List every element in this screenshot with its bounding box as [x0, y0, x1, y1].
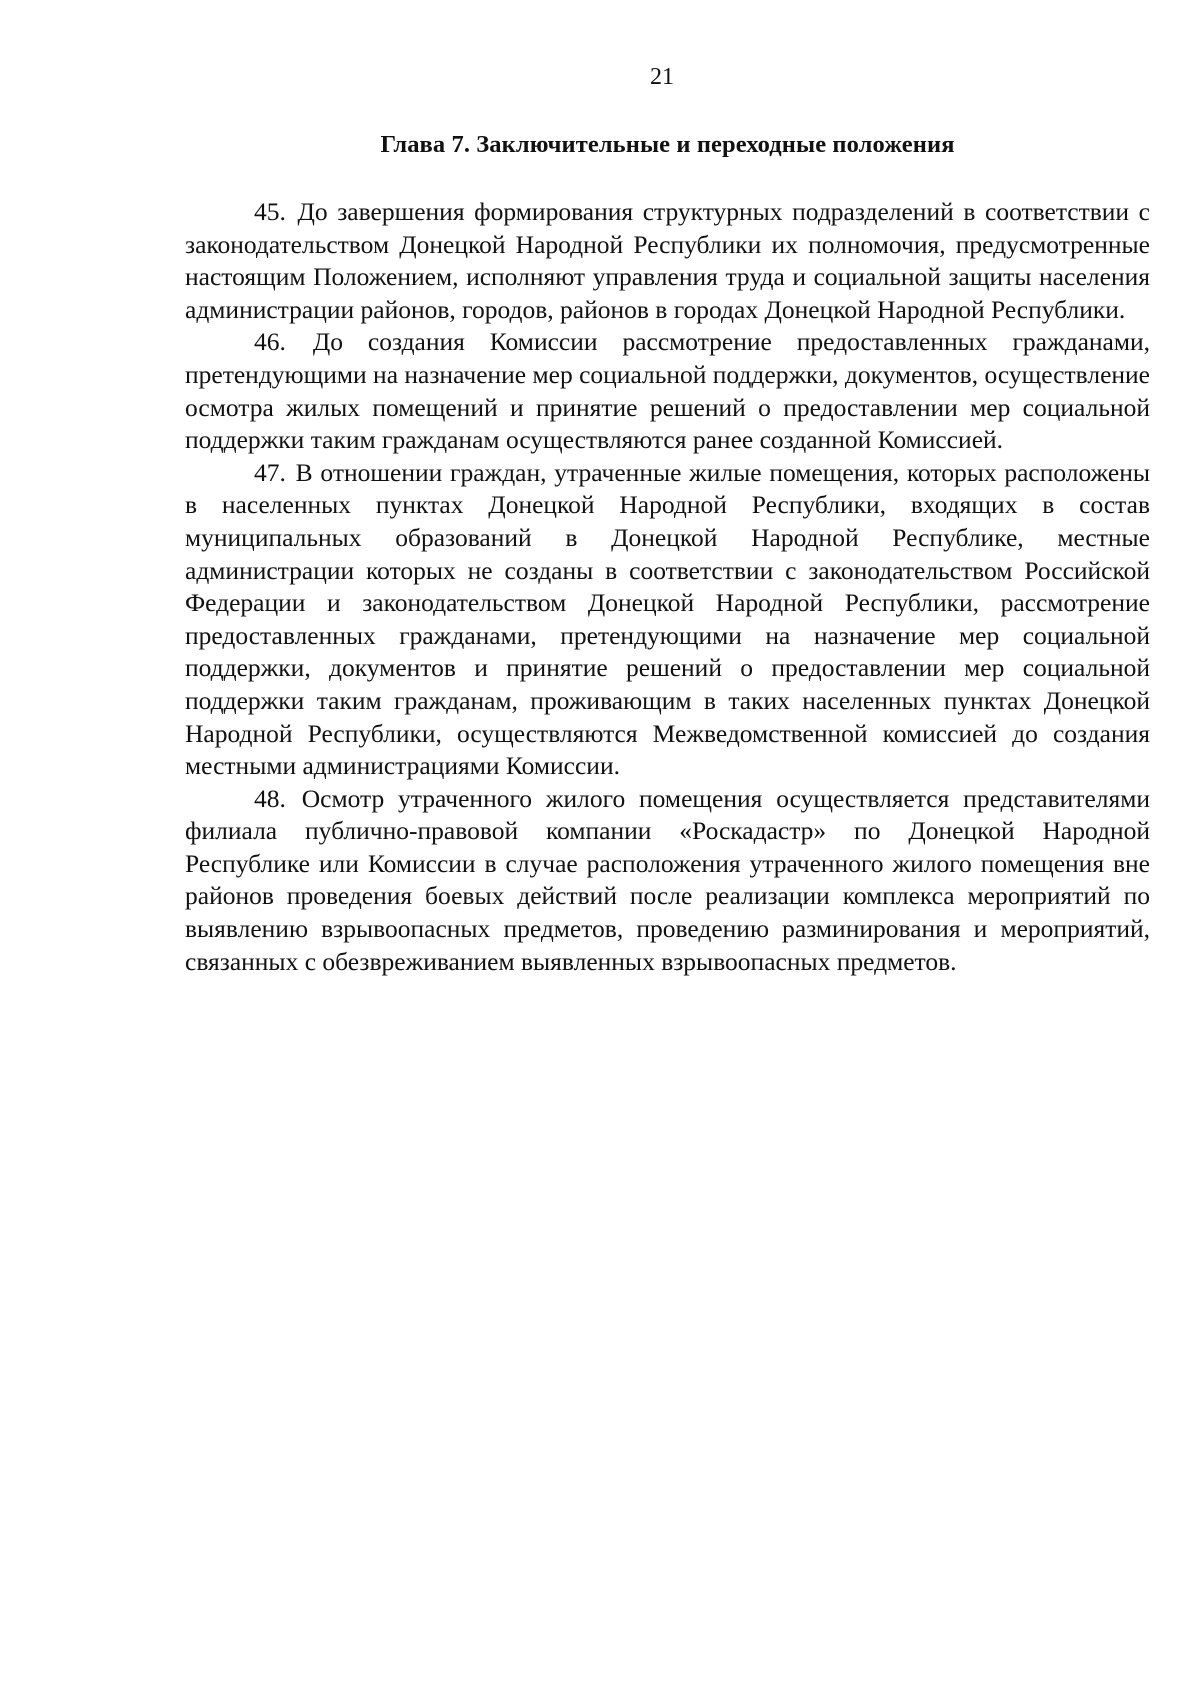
- page-number-text: 21: [650, 64, 674, 90]
- paragraph-46: [185, 326, 1150, 456]
- paragraph-text: До завершения формирования структурных подразделений в соответствии с законодательством Донецкой Народной Республики их полномочия, предусмотренные настоящим Положением, исполняют управления труда и социальной защиты населения администрации районов, городов, районов в городах Донецкой Народной Республики.: [185, 197, 1151, 324]
- paragraph-number: 45.: [254, 197, 286, 226]
- document-body: [185, 196, 1150, 978]
- paragraph-48: [185, 783, 1150, 979]
- paragraph-number: 47.: [254, 457, 286, 487]
- paragraph-47: [185, 457, 1150, 783]
- paragraph-text: Осмотр утраченного жилого помещения осуществляется представителями филиала публично-правовой компании «Роскадастр» по Донецкой Народной Республике или Комиссии в случае расположения утраченного жилого помещения вне районов проведения боевых действий после реализации комплекса мероприятий по выявлению взрывоопасных предметов, проведению разминирования и мероприятий, связанных с обезвреживанием выявленных взрывоопасных предметов.: [185, 783, 1151, 976]
- chapter-title: Глава 7. Заключительные и переходные положения: [380, 131, 955, 158]
- paragraph-45: [185, 196, 1150, 326]
- paragraph-text: До создания Комиссии рассмотрение предоставленных гражданами, претендующими на назначение мер социальной поддержки, документов, осуществление осмотра жилых помещений и принятие решений о предоставлении мер социальной поддержки таким гражданам осуществляются ранее созданной Комиссией.: [185, 327, 1151, 455]
- paragraph-text: В отношении граждан, утраченные жилые помещения, которых расположены в населенных пунктах Донецкой Народной Республики, входящих в состав муниципальных образований в Донецкой Народной Республике, местные администрации которых не созданы в соответствии с законодательством Российской Федерации и законодательством Донецкой Народной Республики, рассмотрение предоставленных гражданами, претендующими на назначение мер социальной поддержки, документов и принятие решений о предоставлении мер социальной поддержки таким гражданам, проживающим в таких населенных пунктах Донецкой Народной Республики, осуществляются Межведомственной комиссией до создания местными администрациями Комиссии.: [185, 457, 1151, 781]
- paragraph-number: 48.: [254, 783, 286, 813]
- paragraph-number: 46.: [254, 327, 286, 357]
